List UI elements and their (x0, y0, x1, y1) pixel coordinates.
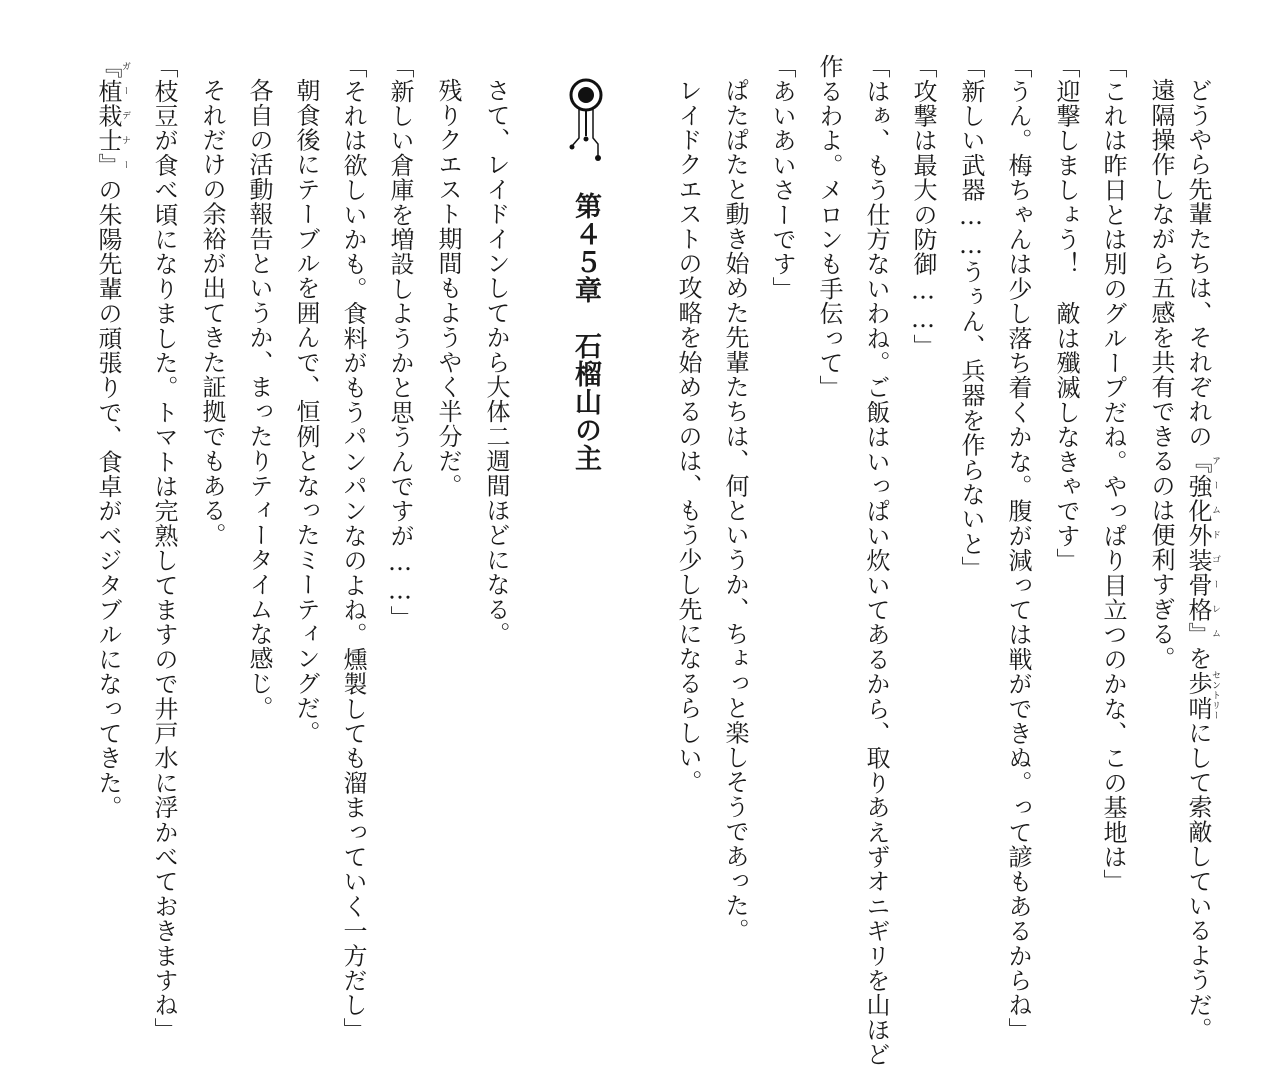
text-column-2: 遠隔操作しながら五感を共有できるのは便利すぎる。 (1147, 78, 1175, 671)
text-column-20: 「枝豆が食べ頃になりました。トマトは完熟してますので井戸水に浮かべておきますね」 (150, 54, 178, 1042)
text-column-10: 「あいあいさーです」 (768, 54, 796, 301)
text-column-8: 「はぁ、もう仕方ないわね。ご飯はいっぱい炊いてあるから、取りあえずオニギリを山ほど (862, 54, 890, 1067)
text-column-4: 「迎撃しましょう！ 敵は殲滅しなきゃです」 (1052, 54, 1080, 573)
text-column-1: どうやら先輩たちは、それぞれの『強化外装骨格』アームドゴーレムを歩哨セントリーにして索敵しているようだ。 (1184, 78, 1220, 1042)
circuit-node-icon (566, 78, 606, 172)
ruby-armored-golem: 『強化外装骨格』アームドゴーレム (1184, 448, 1220, 647)
column-1-text: どうやら先輩たちは、それぞれの (1184, 78, 1212, 449)
text-column-16: 「それは欲しいかも。食料がもうパンパンなのよね。燻製しても溜まっていく一方だし」 (339, 54, 367, 1042)
text-column-7: 「攻撃は最大の防御……」 (909, 54, 937, 359)
text-column-13: さて、レイドインしてから大体二週間ほどになる。 (482, 78, 510, 647)
text-column-12: レイドクエストの攻略を始めるのは、もう少し先になるらしい。 (674, 78, 702, 795)
ruby-sentry: 歩哨セントリー (1184, 670, 1220, 721)
text-column-15: 「新しい倉庫を増設しようかと思うんですが……」 (386, 54, 414, 631)
column-21-text: の朱陽先輩の頑張りで、食卓がベジタブルになってきた。 (94, 177, 122, 820)
ruby-gardener: 『植栽士』ガーデナー (94, 54, 130, 178)
text-column-3: 「これは昨日とは別のグループだね。やっぱり目立つのかな、この基地は」 (1099, 54, 1127, 894)
text-column-19: それだけの余裕が出てきた証拠でもある。 (198, 78, 226, 548)
text-column-9: 作るわよ。メロンも手伝って」 (815, 54, 843, 400)
text-column-5: 「うん。梅ちゃんは少し落ち着くかな。腹が減っては戦ができぬ。って諺もあるからね」 (1004, 54, 1032, 1042)
text-column-11: ぱたぱたと動き始めた先輩たちは、何というか、ちょっと楽しそうであった。 (721, 78, 749, 943)
text-column-18: 各自の活動報告というか、まったりティータイムな感じ。 (245, 78, 273, 721)
text-column-6: 「新しい武器……うぅん、兵器を作らないと」 (957, 54, 985, 581)
text-column-21 (94, 54, 130, 820)
text-column-14: 残りクエスト期間もようやく半分だ。 (434, 78, 462, 498)
text-column-17: 朝食後にテーブルを囲んで、恒例となったミーティングだ。 (292, 78, 320, 745)
chapter-title: 第４５章 石榴山の主 (570, 192, 601, 472)
